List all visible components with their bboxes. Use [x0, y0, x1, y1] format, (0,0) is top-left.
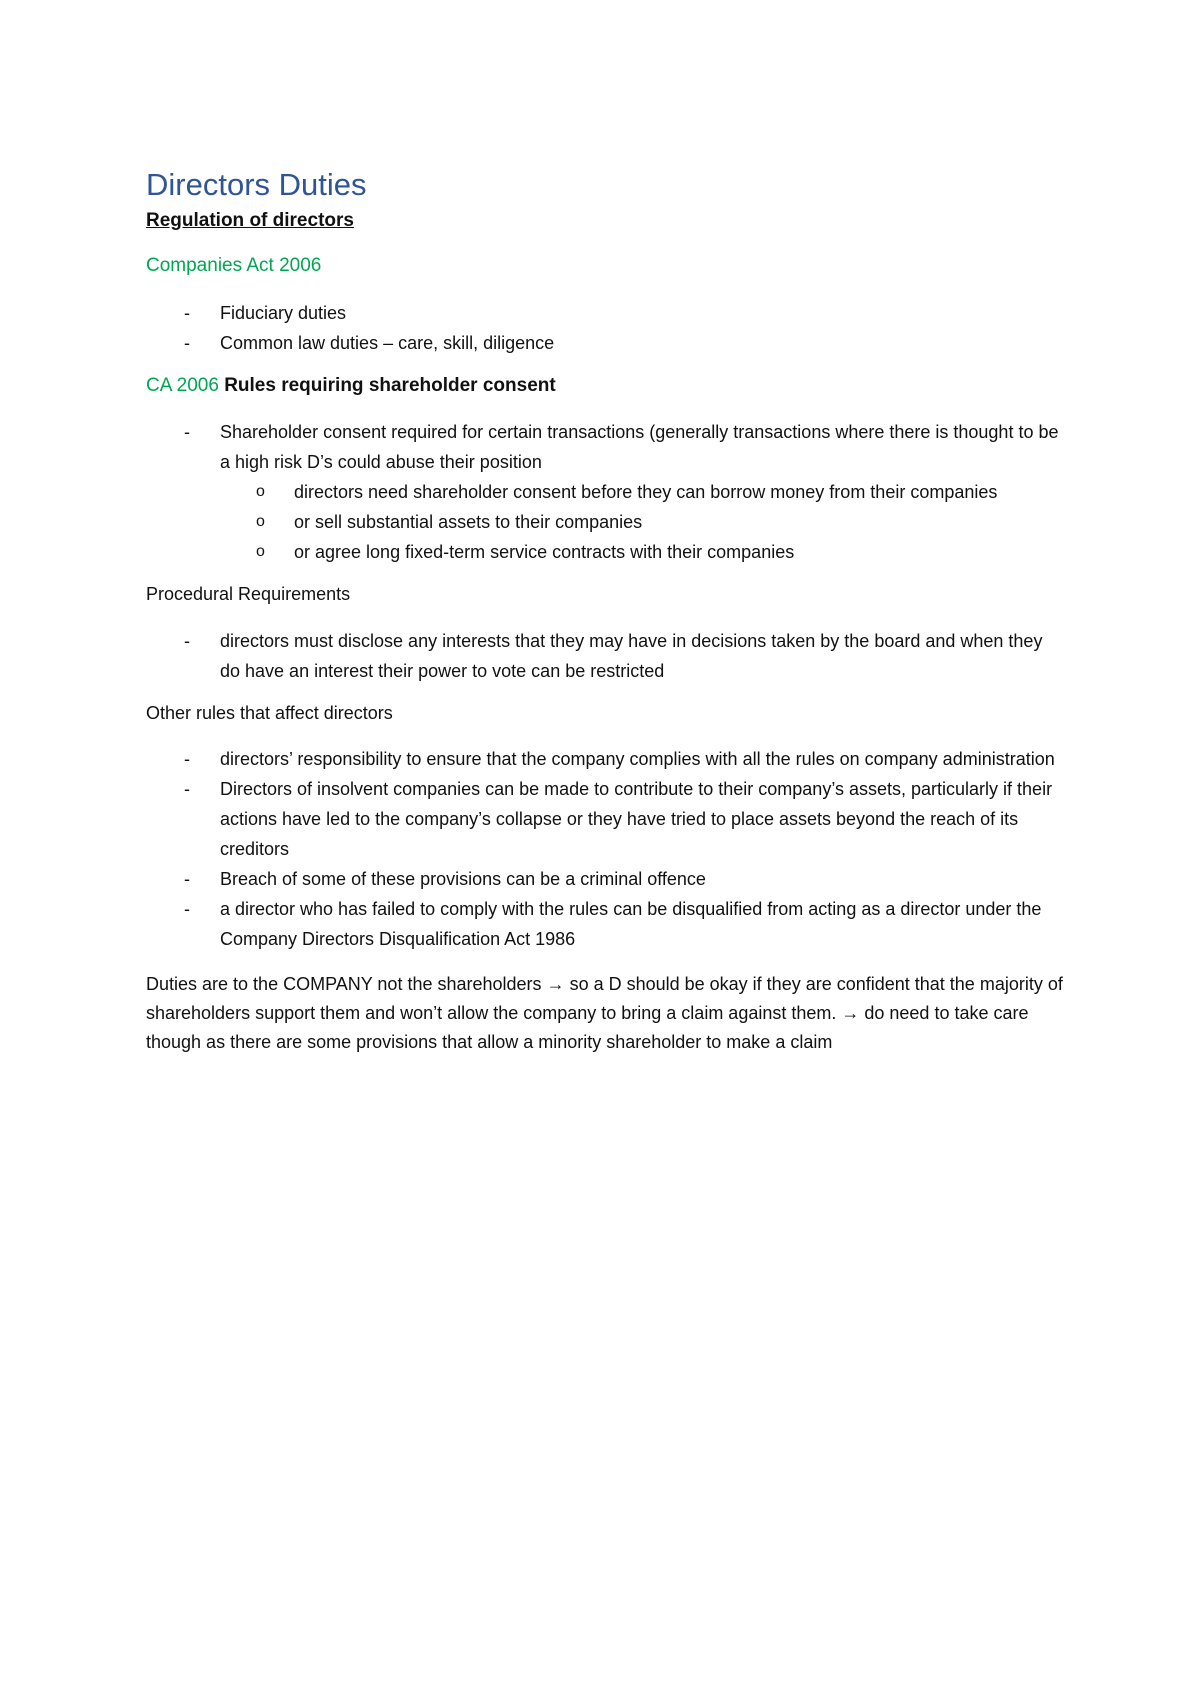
list-item-text: Breach of some of these provisions can be a criminal offence: [220, 869, 706, 890]
sublist-item-text: or agree long fixed-term service contracts with their companies: [294, 542, 795, 563]
right-arrow-icon: →: [841, 1003, 860, 1024]
list-item: [146, 894, 1066, 954]
ca-rules-heading-green: CA 2006: [146, 374, 219, 396]
sublist-item-text: or sell substantial assets to their companies: [294, 512, 643, 533]
list-item-text: Common law duties – care, skill, diligence: [220, 332, 555, 353]
list-item: [146, 774, 1066, 864]
dash-bullet: -: [184, 899, 190, 920]
ca-rules-list: [146, 417, 1066, 567]
list-item: [146, 328, 1066, 358]
procedural-list: [146, 626, 1066, 686]
document-title: Directors Duties: [146, 167, 367, 202]
closing-text-1: Duties are to the COMPANY not the shareholders: [146, 974, 542, 995]
closing-text-3: do need to take care though as there are some provisions that allow a minority shareholder to make a claim: [146, 1003, 1029, 1053]
procedural-heading: Procedural Requirements: [146, 584, 351, 605]
circle-bullet: o: [256, 483, 265, 501]
sublist-item: [220, 537, 1066, 567]
dash-bullet: -: [184, 869, 190, 890]
dash-bullet: -: [184, 630, 190, 651]
list-item: [146, 864, 1066, 894]
dash-bullet: -: [184, 749, 190, 770]
circle-bullet: o: [256, 543, 265, 561]
list-item: [146, 744, 1066, 774]
circle-bullet: o: [256, 513, 265, 531]
document-page: [146, 166, 1066, 1057]
list-item-text: a director who has failed to comply with the rules can be disqualified from acting as a director under the Company Directors Disqualification Act 1986: [220, 899, 1042, 950]
sublist-item: [220, 507, 1066, 537]
other-rules-list: [146, 744, 1066, 954]
companies-act-heading: Companies Act 2006: [146, 254, 322, 276]
ca-rules-sublist: [220, 477, 1066, 567]
companies-act-list: [146, 298, 1066, 358]
document-subtitle: Regulation of directors: [146, 210, 354, 232]
list-item-text: Directors of insolvent companies can be made to contribute to their company’s assets, particularly if their actions have led to the company’s collapse or they have tried to place assets beyond the reach of its creditors: [220, 779, 1053, 860]
list-item: [146, 298, 1066, 328]
other-rules-heading: Other rules that affect directors: [146, 702, 393, 723]
dash-bullet: -: [184, 422, 190, 443]
list-item-text: directors’ responsibility to ensure that the company complies with all the rules on company administration: [220, 749, 1055, 770]
ca-rules-heading: [146, 374, 1066, 399]
list-item-text: Shareholder consent required for certain transactions (generally transactions where there is thought to be a high risk D’s could abuse their position: [220, 422, 1059, 473]
list-item: [146, 417, 1066, 567]
right-arrow-icon: →: [546, 974, 565, 995]
dash-bullet: -: [184, 779, 190, 800]
dash-bullet: -: [184, 302, 190, 323]
list-item-text: directors must disclose any interests that they may have in decisions taken by the board and when they do have an interest their power to vote can be restricted: [220, 630, 1043, 681]
closing-text-2: so a D should be okay if they are confident that the majority of shareholders support them and won’t allow the company to bring a claim against them.: [146, 974, 1063, 1024]
dash-bullet: -: [184, 332, 190, 353]
ca-rules-heading-bold: Rules requiring shareholder consent: [224, 374, 556, 396]
list-item-text: Fiduciary duties: [220, 302, 347, 323]
sublist-item-text: directors need shareholder consent before they can borrow money from their companies: [294, 482, 998, 503]
list-item: [146, 626, 1066, 686]
closing-paragraph: [146, 970, 1066, 1057]
sublist-item: [220, 477, 1066, 507]
